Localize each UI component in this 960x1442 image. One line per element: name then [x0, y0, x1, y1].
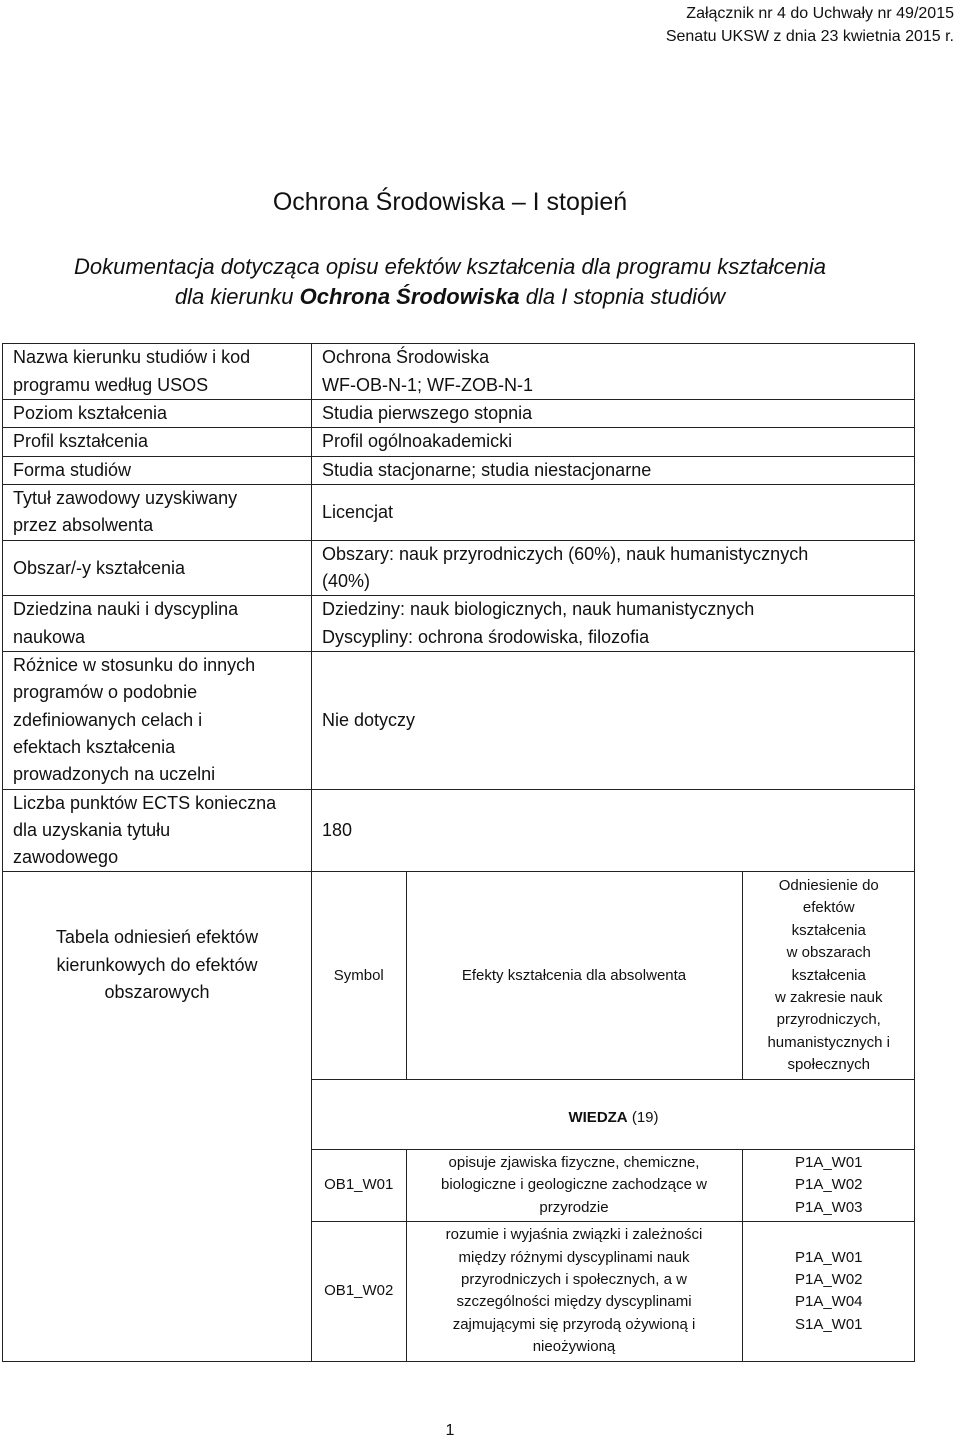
program-name-value: Ochrona Środowiska WF-OB-N-1; WF-ZOB-N-1	[312, 344, 915, 400]
level-label: Poziom kształcenia	[3, 400, 312, 428]
page-title: Ochrona Środowiska – I stopień	[272, 188, 628, 216]
ects-value: 180	[312, 789, 915, 872]
differences-value: Nie dotyczy	[312, 652, 915, 789]
area-label: Obszar/-y kształcenia	[3, 540, 312, 596]
row-field	[3, 596, 915, 652]
differences-label: Różnice w stosunku do innych programów o podobnie zdefiniowanych celach i efektach kształcenia prowadzonych na uczelni	[3, 652, 312, 789]
row-ects	[3, 789, 915, 872]
effect-references: P1A_W01 P1A_W02 P1A_W04 S1A_W01	[742, 1222, 915, 1361]
row-degree	[3, 484, 915, 540]
attachment-note-line1: Załącznik nr 4 do Uchwały nr 49/2015	[686, 5, 954, 22]
mapping-table-cell	[312, 872, 915, 1361]
attachment-note	[666, 2, 954, 48]
program-info-table	[2, 343, 915, 1362]
field-value: Dziedziny: nauk biologicznych, nauk humanistycznych Dyscypliny: ochrona środowiska, filozofia	[312, 596, 915, 652]
effect-symbol: OB1_W02	[312, 1222, 406, 1361]
attachment-note-line2: Senatu UKSW z dnia 23 kwietnia 2015 r.	[665, 28, 954, 45]
profile-label: Profil kształcenia	[3, 428, 312, 456]
effect-row	[312, 1149, 915, 1221]
row-differences	[3, 652, 915, 789]
header-reference: Odniesienie do efektów kształcenia w obszarach kształcenia w zakresie nauk przyrodniczych, humanistycznych i społecznych	[742, 872, 915, 1079]
form-value: Studia stacjonarne; studia niestacjonarne	[312, 456, 915, 484]
row-form	[3, 456, 915, 484]
row-profile	[3, 428, 915, 456]
degree-value: Licencjat	[312, 484, 915, 540]
effect-row	[312, 1222, 915, 1361]
effect-references: P1A_W01 P1A_W02 P1A_W03	[742, 1149, 915, 1221]
row-area	[3, 540, 915, 596]
effect-description: opisuje zjawiska fizyczne, chemiczne, biologiczne i geologiczne zachodzące w przyrodzie	[406, 1149, 742, 1221]
ects-label: Liczba punktów ECTS konieczna dla uzyskania tytułu zawodowego	[3, 789, 312, 872]
mapping-label: Tabela odniesień efektów kierunkowych do efektów obszarowych	[3, 872, 312, 1361]
section-wiedza: WIEDZA (19)	[312, 1079, 915, 1149]
row-level	[3, 400, 915, 428]
program-name-label: Nazwa kierunku studiów i kod programu według USOS	[3, 344, 312, 400]
effects-header-row	[312, 872, 915, 1079]
degree-label: Tytuł zawodowy uzyskiwany przez absolwenta	[3, 484, 312, 540]
form-label: Forma studiów	[3, 456, 312, 484]
row-mapping	[3, 872, 915, 1361]
header-effects: Efekty kształcenia dla absolwenta	[406, 872, 742, 1079]
profile-value: Profil ogólnoakademicki	[312, 428, 915, 456]
page-subtitle	[0, 252, 900, 312]
header-symbol: Symbol	[312, 872, 406, 1079]
subtitle-program-name: Ochrona Środowiska	[299, 284, 520, 309]
effects-table	[312, 872, 915, 1360]
page-number: 1	[445, 1422, 455, 1439]
effect-symbol: OB1_W01	[312, 1149, 406, 1221]
section-row-wiedza	[312, 1079, 915, 1149]
subtitle-line1: Dokumentacja dotycząca opisu efektów kształcenia dla programu kształcenia	[73, 254, 827, 279]
level-value: Studia pierwszego stopnia	[312, 400, 915, 428]
effect-description: rozumie i wyjaśnia związki i zależności między różnymi dyscyplinami nauk przyrodniczych i społecznych, a w szczególności między dyscyplinami zajmującymi się przyrodą ożywioną i nieożywioną	[406, 1222, 742, 1361]
field-label: Dziedzina nauki i dyscyplina naukowa	[3, 596, 312, 652]
row-program-name	[3, 344, 915, 400]
subtitle-line2: dla kierunku Ochrona Środowiska dla I stopnia studiów	[174, 284, 726, 309]
area-value: Obszary: nauk przyrodniczych (60%), nauk humanistycznych (40%)	[312, 540, 915, 596]
